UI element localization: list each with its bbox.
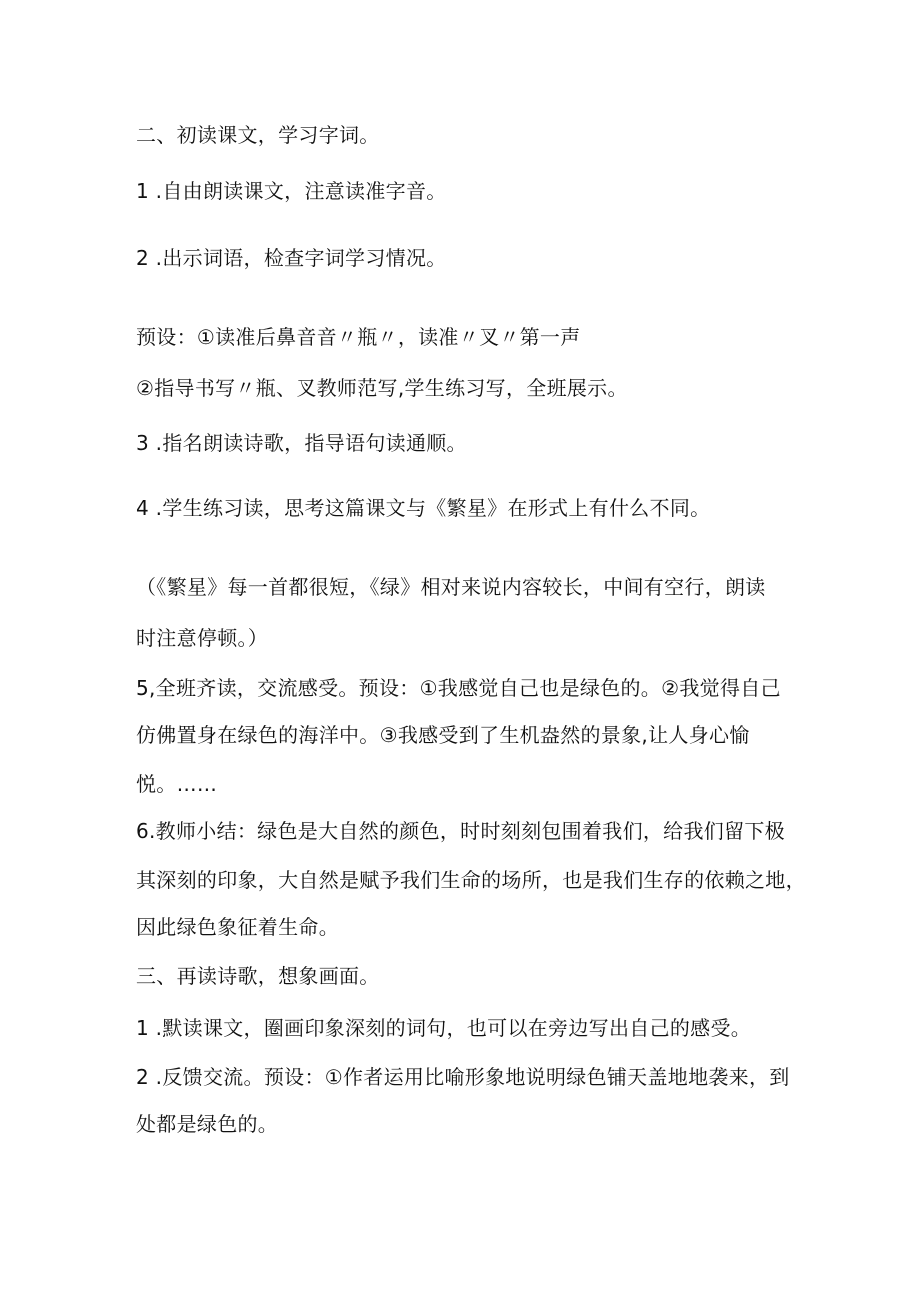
note-line-2: 时注意停顿。）: [136, 626, 269, 650]
step-5-line-1: 5,全班齐读，交流感受。预设：①我感觉自己也是绿色的。②我觉得自己: [136, 676, 781, 700]
step-2-show-words: 2 .出示词语，检查字词学习情况。: [136, 246, 447, 270]
note-line-1: （《繁星》每一首都很短，《绿》相对来说内容较长，中间有空行，朗读: [136, 575, 766, 599]
step-4-compare-form: 4 .学生练习读，思考这篇课文与《繁星》在形式上有什么不同。: [136, 496, 711, 520]
step-5-line-3: 悦。……: [136, 772, 218, 796]
step-5-line-2: 仿佛置身在绿色的海洋中。③我感受到了生机盎然的景象,让人身心愉: [136, 723, 750, 747]
step-6-line-2: 其深刻的印象，大自然是赋予我们生命的场所，也是我们生存的依赖之地，: [136, 868, 806, 892]
preset-writing-guide: ②指导书写〃瓶、叉教师范写,学生练习写，全班展示。: [136, 376, 628, 400]
step-2-feedback-line-2: 处都是绿色的。: [136, 1112, 279, 1136]
section-heading-3: 三、再读诗歌，想象画面。: [136, 964, 380, 988]
preset-pronunciation: 预设：①读准后鼻音音〃瓶〃，读准〃叉〃第一声: [136, 325, 581, 349]
step-3-read-poem: 3 .指名朗读诗歌，指导语句读通顺。: [136, 431, 467, 455]
step-6-line-3: 因此绿色象征着生命。: [136, 915, 339, 939]
step-1-read-freely: 1 .自由朗读课文，注意读准字音。: [136, 179, 447, 203]
section-heading-2: 二、初读课文，学习字词。: [136, 123, 380, 147]
step-2-feedback-line-1: 2 .反馈交流。预设：①作者运用比喻形象地说明绿色铺天盖地地袭来，到: [136, 1065, 790, 1089]
step-1-silent-read: 1 .默读课文，圈画印象深刻的词句，也可以在旁边写出自己的感受。: [136, 1016, 752, 1040]
step-6-line-1: 6.教师小结：绿色是大自然的颜色，时时刻刻包围着我们，给我们留下极: [136, 819, 785, 843]
